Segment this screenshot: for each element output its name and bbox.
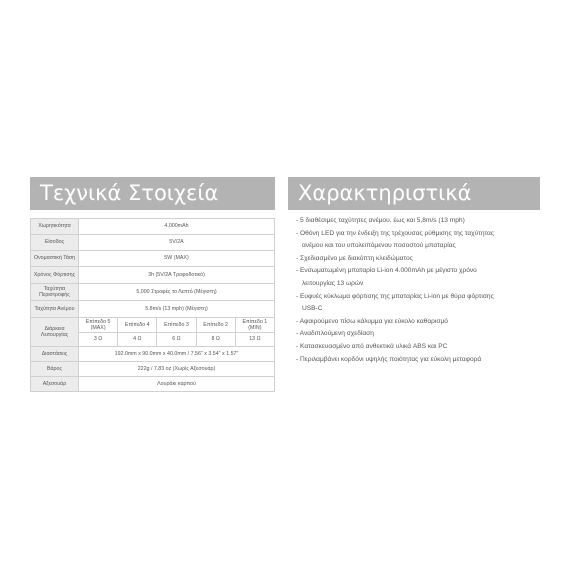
spec-label: Βάρος <box>31 362 79 377</box>
spec-row-levels <box>31 318 275 333</box>
feature-item <box>296 215 542 228</box>
spec-label: Ονομαστική Τάση <box>31 251 79 267</box>
spec-label: Διαστάσεις <box>31 347 79 362</box>
feature-text-continued: λειτουργίας 13 ωρών <box>302 279 364 287</box>
spec-label: Ταχύτητα Ανέμου <box>31 301 79 318</box>
spec-label: Ταχύτητα Περιστροφής <box>31 284 79 301</box>
feature-text: - 5 διαθέσιμες ταχύτητες ανέμου, έως και 5,8m/s (13 mph) <box>296 217 465 224</box>
feature-text: - Ευφυές κύκλωμα φόρτισης της μπαταρίας Li-ion με θύρα φόρτισης <box>296 292 494 300</box>
feature-text: - Κατασκευασμένο από ανθεκτικά υλικά ABS και PC <box>296 342 448 350</box>
hours-cell: 8 Ω <box>196 333 235 347</box>
feature-list <box>296 215 542 366</box>
spec-label: Χωρητικότητα <box>31 219 79 235</box>
feature-item <box>296 291 542 316</box>
hours-cell: 4 Ω <box>118 333 157 347</box>
spec-value: 192.0mm x 90.0mm x 40.0mm / 7.56" x 3.54" x 1.57" <box>79 347 275 362</box>
spec-value: 5W (MAX) <box>79 251 275 267</box>
feature-text: - Αναδιπλούμενη σχεδίαση <box>296 330 374 338</box>
feature-text: - Ενσωματωμένη μπαταρία Li-ion 4.000mAh με μέγιστο χρόνο <box>296 267 477 275</box>
feature-item <box>296 253 542 266</box>
hours-cell: 13 Ω <box>235 333 274 347</box>
level-cell: Επίπεδο 2 <box>196 318 235 333</box>
spec-label: Χρόνος Φόρτισης <box>31 267 79 284</box>
spec-row-charging-time <box>31 267 275 284</box>
feature-text-continued: ανέμου και του υπολειπόμενου ποσοστού μπαταρίας <box>302 242 456 250</box>
level-cell: Επίπεδο 3 <box>157 318 196 333</box>
hours-cell: 3 Ω <box>79 333 118 347</box>
spec-value: 5.8m/s (13 mph) (Μέγιστη) <box>79 301 275 318</box>
spec-value: Λουράκι καρπού <box>79 377 275 392</box>
feature-item <box>296 316 542 329</box>
spec-row-input <box>31 235 275 251</box>
feature-item <box>296 228 542 253</box>
spec-row-wind-speed <box>31 301 275 318</box>
hours-cell: 6 Ω <box>157 333 196 347</box>
spec-row-dimensions <box>31 347 275 362</box>
specs-title-banner <box>30 177 275 210</box>
feature-text: - Περιλαμβάνει κορδόνι υψηλής ποιότητας για εύκολη μεταφορά <box>296 355 482 363</box>
level-cell: Επίπεδο 5 (MAX) <box>79 318 118 333</box>
feature-text-continued: USB-C <box>302 305 323 313</box>
feature-text: - Σχεδιασμένο με διακόπτη κλειδώματος <box>296 254 413 262</box>
feature-item <box>296 341 542 354</box>
specs-table <box>30 218 275 392</box>
features-title: Χαρακτηριστικά <box>298 181 472 205</box>
spec-label: Διάρκεια Λειτουργίας <box>31 318 79 347</box>
spec-value: 5,000 Στροφές το Λεπτό (Μέγιστη) <box>79 284 275 301</box>
feature-item <box>296 354 542 367</box>
feature-item <box>296 328 542 341</box>
spec-label: Είσοδος <box>31 235 79 251</box>
spec-row-accessory <box>31 377 275 392</box>
features-title-banner <box>288 177 540 210</box>
spec-value: 222g / 7.83 oz (Χωρίς Αξεσουάρ) <box>79 362 275 377</box>
level-cell: Επίπεδο 1 (MIN) <box>235 318 274 333</box>
level-cell: Επίπεδο 4 <box>118 318 157 333</box>
spec-row-weight <box>31 362 275 377</box>
spec-label: Αξεσουάρ <box>31 377 79 392</box>
spec-value: 4,000mAh <box>79 219 275 235</box>
spec-row-rated-power <box>31 251 275 267</box>
spec-row-rotation-speed <box>31 284 275 301</box>
feature-item <box>296 265 542 290</box>
specs-title: Τεχνικά Στοιχεία <box>40 181 219 205</box>
spec-value: 5V/2A <box>79 235 275 251</box>
spec-row-capacity <box>31 219 275 235</box>
feature-text: - Αφαιρούμενο πίσω κάλυμμα για εύκολο καθαρισμό <box>296 317 448 325</box>
spec-value: 3h (5V/2A Τροφοδοτικό) <box>79 267 275 284</box>
feature-text: - Οθόνη LED για την ένδειξη της τρέχουσας ρύθμισης της ταχύτητας <box>296 229 495 237</box>
